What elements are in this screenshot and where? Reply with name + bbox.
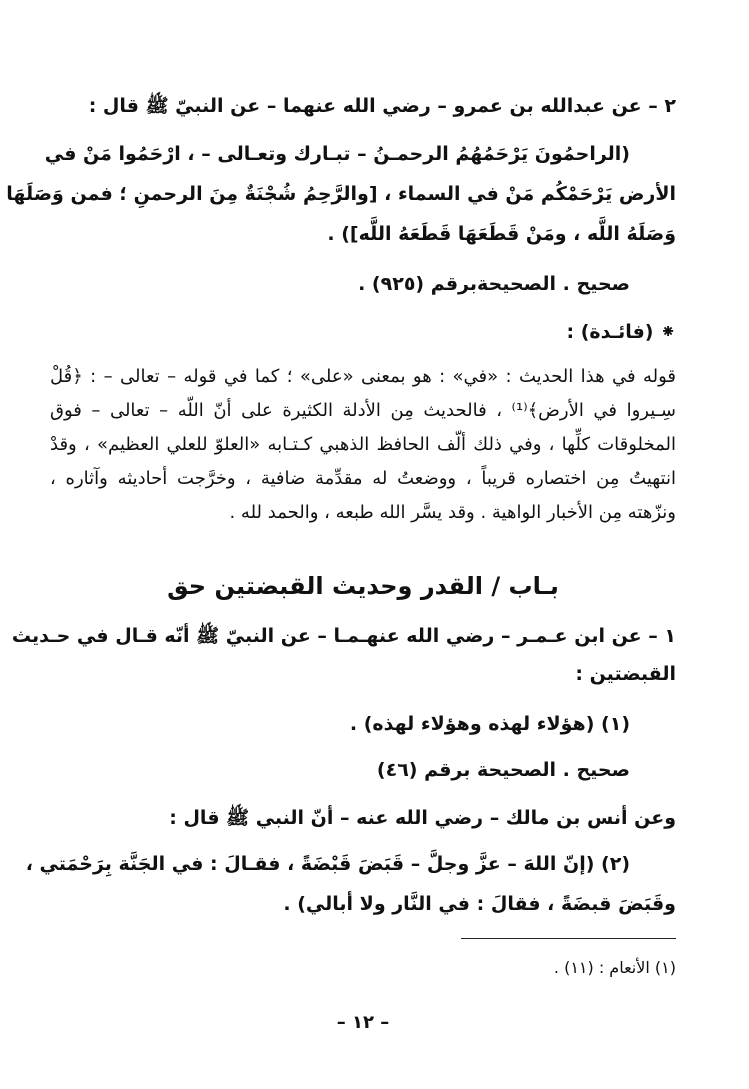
hadith-2-text-line-2: الأرض يَرْحَمْكُم مَنْ في السماء ، [والرَّحِمُ شُجْنَةٌ مِنَ الرحمنِ ؛ فمن وَصَلَهَا bbox=[6, 183, 676, 205]
hadith-1-text: (١) (هؤلاء لهذه وهؤلاء لهذه) . bbox=[349, 713, 630, 735]
chapter-heading: بـاب / القدر وحديث القبضتين حق bbox=[167, 572, 559, 600]
hadith-2-text-line-1: (الراحمُونَ يَرْحَمُهُمُ الرحمـنُ – تبـارك وتعـالى – ، ارْحَمُوا مَنْ في bbox=[44, 143, 630, 165]
hadith-1-intro-line-1: ١ – عن ابن عـمـر – رضي الله عنهـمـا – عن النبيّ ﷺ أنّه قـال في حـديث bbox=[11, 625, 676, 647]
benefit-title: ⁕ (فائـدة) : bbox=[566, 321, 676, 343]
hadith-2-intro: ٢ – عن عبدالله بن عمرو – رضي الله عنهما – عن النبيّ ﷺ قال : bbox=[88, 95, 676, 117]
page-number: – ١٢ – bbox=[336, 1012, 390, 1033]
hadith-anas-text-line-1: (٢) (إنّ اللهَ – عزَّ وجلَّ – قَبَضَ قَبْضَةً ، فقـالَ : في الجَنَّة بِرَحْمَتي ، bbox=[25, 853, 630, 875]
benefit-paragraph: قوله في هذا الحديث : «في» : هو بمعنى «على» ؛ كما في قوله – تعالى – : ﴿قُلْ سِـيروا في الأرض﴾⁽¹⁾ ، فالحديث مِن الأدلة الكثيرة على أنّ اللّه – تعالى – فوق المخلوقات كلِّها ، وفي ذلك ألّف الحافظ الذهبي كـتـابه «العلوّ للعلي العظيم» ، وقدْ انتهيتُ مِن اختصاره قريباً ، ووضعتُ له مقدِّمة ضافية ، وخرَّجت أحاديثه وآثاره ، ونزّهته مِن الأخبار الواهية . وقد يسَّر الله طبعه ، والحمد لله . bbox=[50, 366, 676, 523]
hadith-1-grading: صحيح . الصحيحة برقم (٤٦) bbox=[376, 759, 630, 781]
hadith-2-text-line-3: وَصَلَهُ اللَّه ، ومَنْ قَطَعَهَا قَطَعَهُ اللَّه]) . bbox=[327, 223, 676, 245]
hadith-anas-text-line-2: وقَبَضَ قبضَةً ، فقالَ : في النَّار ولا أبالي) . bbox=[283, 893, 676, 915]
hadith-1-intro-line-2: القبضتين : bbox=[575, 663, 676, 685]
footnote-divider bbox=[461, 938, 676, 939]
footnote: (١) الأنعام : (١١) . bbox=[553, 958, 676, 977]
hadith-anas-intro: وعن أنس بن مالك – رضي الله عنه – أنّ النبي ﷺ قال : bbox=[169, 807, 676, 829]
hadith-2-grading: صحيح . الصحيحةبرقم (٩٢٥) . bbox=[358, 273, 630, 295]
document-page bbox=[6, 88, 676, 1048]
